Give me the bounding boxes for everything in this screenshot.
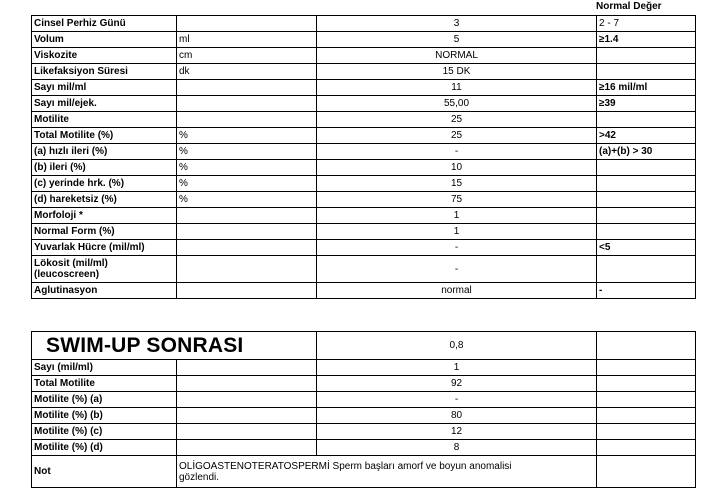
row-label: Normal Form (%) [32, 224, 177, 240]
swim-up-title-normal [597, 332, 696, 360]
row-value: 25 [317, 128, 597, 144]
row-value: normal [317, 283, 597, 299]
row-value: - [317, 256, 597, 283]
table-row [32, 128, 696, 144]
row-unit [177, 408, 317, 424]
row-value: 55,00 [317, 96, 597, 112]
table-row [32, 160, 696, 176]
table-row [32, 283, 696, 299]
table-row [32, 144, 696, 160]
row-unit [177, 80, 317, 96]
row-label: Likefaksiyon Süresi [32, 64, 177, 80]
table-row [32, 192, 696, 208]
row-unit: % [177, 144, 317, 160]
row-value: 1 [317, 208, 597, 224]
row-normal-value [597, 408, 696, 424]
row-unit: dk [177, 64, 317, 80]
row-normal-value [597, 256, 696, 283]
row-label: Sayı mil/ejek. [32, 96, 177, 112]
row-unit [177, 392, 317, 408]
row-normal-value: ≥16 mil/ml [597, 80, 696, 96]
row-normal-value: ≥1.4 [597, 32, 696, 48]
row-normal-value [597, 48, 696, 64]
row-label: (d) hareketsiz (%) [32, 192, 177, 208]
swim-up-table [31, 331, 696, 488]
table-row [32, 408, 696, 424]
row-normal-value [597, 376, 696, 392]
row-normal-value: ≥39 [597, 96, 696, 112]
row-normal-value: - [597, 283, 696, 299]
table-row [32, 256, 696, 283]
row-value: - [317, 392, 597, 408]
row-normal-value [597, 176, 696, 192]
table-row [32, 392, 696, 408]
row-unit [177, 376, 317, 392]
row-label: Viskozite [32, 48, 177, 64]
row-value: - [317, 144, 597, 160]
row-unit [177, 16, 317, 32]
row-unit [177, 283, 317, 299]
row-value: 1 [317, 360, 597, 376]
row-value: 15 DK [317, 64, 597, 80]
row-normal-value: <5 [597, 240, 696, 256]
row-normal-value [597, 192, 696, 208]
table-row [32, 112, 696, 128]
row-unit: % [177, 192, 317, 208]
row-normal-value [597, 424, 696, 440]
row-normal-value [597, 224, 696, 240]
table-row [32, 32, 696, 48]
row-unit [177, 208, 317, 224]
semen-analysis-table [31, 15, 696, 299]
table-row [32, 64, 696, 80]
row-unit: ml [177, 32, 317, 48]
table-row [32, 424, 696, 440]
row-label: Total Motilite (%) [32, 128, 177, 144]
row-label: Volum [32, 32, 177, 48]
row-unit [177, 256, 317, 283]
row-label: (a) hızlı ileri (%) [32, 144, 177, 160]
row-value: 15 [317, 176, 597, 192]
row-label: Motilite (%) (a) [32, 392, 177, 408]
row-unit [177, 360, 317, 376]
row-label: Aglutinasyon [32, 283, 177, 299]
row-value: 92 [317, 376, 597, 392]
row-value: 11 [317, 80, 597, 96]
table-row [32, 96, 696, 112]
row-value: 25 [317, 112, 597, 128]
row-unit [177, 424, 317, 440]
row-value: 10 [317, 160, 597, 176]
row-label: Morfoloji * [32, 208, 177, 224]
row-normal-value [597, 208, 696, 224]
row-unit [177, 224, 317, 240]
row-normal-value [597, 440, 696, 456]
row-normal-value [597, 64, 696, 80]
row-value: 8 [317, 440, 597, 456]
row-label: (c) yerinde hrk. (%) [32, 176, 177, 192]
row-label: Sayı (mil/ml) [32, 360, 177, 376]
row-label: Cinsel Perhiz Günü [32, 16, 177, 32]
normal-value-header: Normal Değer [596, 1, 662, 12]
row-value: 75 [317, 192, 597, 208]
row-normal-value: (a)+(b) > 30 [597, 144, 696, 160]
row-value: 5 [317, 32, 597, 48]
row-label: Motilite (%) (d) [32, 440, 177, 456]
table-row [32, 360, 696, 376]
table-row [32, 16, 696, 32]
row-unit: % [177, 176, 317, 192]
row-value: - [317, 240, 597, 256]
row-label: Yuvarlak Hücre (mil/ml) [32, 240, 177, 256]
row-label: Lökosit (mil/ml) (leucoscreen) [32, 256, 177, 283]
table-row [32, 376, 696, 392]
row-value: 80 [317, 408, 597, 424]
row-unit: % [177, 160, 317, 176]
row-value: 12 [317, 424, 597, 440]
row-label: Total Motilite [32, 376, 177, 392]
row-label: (b) ileri (%) [32, 160, 177, 176]
row-normal-value [597, 392, 696, 408]
row-normal-value: 2 - 7 [597, 16, 696, 32]
swim-up-title-row [32, 332, 696, 360]
row-value: 1 [317, 224, 597, 240]
row-value: NORMAL [317, 48, 597, 64]
table-row [32, 176, 696, 192]
row-unit [177, 440, 317, 456]
swim-up-title-value: 0,8 [317, 332, 597, 360]
table-row [32, 208, 696, 224]
table-row [32, 240, 696, 256]
row-label: Motilite (%) (c) [32, 424, 177, 440]
table-row [32, 224, 696, 240]
row-normal-value: >42 [597, 128, 696, 144]
row-label: Motilite [32, 112, 177, 128]
note-text: OLİGOASTENOTERATOSPERMİ Sperm başları amorf ve boyun anomalisi gözlendi. [177, 456, 597, 488]
row-unit [177, 112, 317, 128]
swim-up-title: SWIM-UP SONRASI [32, 332, 317, 360]
note-normal [597, 456, 696, 488]
row-label: Sayı mil/ml [32, 80, 177, 96]
row-value: 3 [317, 16, 597, 32]
table-row [32, 80, 696, 96]
row-unit [177, 96, 317, 112]
row-unit [177, 240, 317, 256]
row-normal-value [597, 160, 696, 176]
row-unit: % [177, 128, 317, 144]
row-normal-value [597, 360, 696, 376]
table-row [32, 48, 696, 64]
row-normal-value [597, 112, 696, 128]
row-label: Motilite (%) (b) [32, 408, 177, 424]
table-row [32, 440, 696, 456]
note-label: Not [32, 456, 177, 488]
note-row [32, 456, 696, 488]
row-unit: cm [177, 48, 317, 64]
